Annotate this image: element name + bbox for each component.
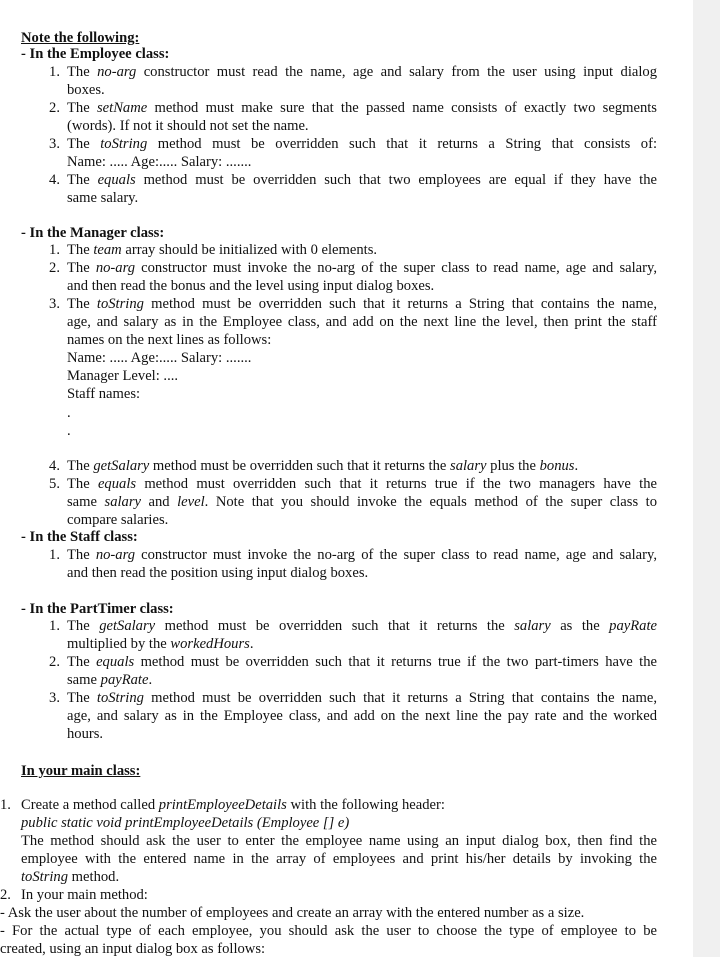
dot: . — [67, 405, 71, 421]
main-heading: In your main class: — [21, 763, 141, 779]
list-item-line: hours. — [67, 726, 104, 742]
list-number: 1. — [49, 242, 60, 258]
list-item-line: same salary. — [67, 190, 139, 206]
list-item-line: Staff names: — [67, 386, 141, 402]
list-item: The setName method must make sure that the passed name consists of exactly two segments — [67, 100, 657, 116]
list-item: The no-arg constructor must read the name, age and salary from the user using input dialog — [67, 64, 657, 80]
list-number: 2. — [0, 887, 11, 903]
list-number: 2. — [49, 260, 60, 276]
method-signature: public static void printEmployeeDetails (Employee [] e) — [21, 815, 350, 831]
list-number: 2. — [49, 100, 60, 116]
list-number: 3. — [49, 136, 60, 152]
list-item-line: age, and salary as in the Employee class, and add on the next line the pay rate and the worked — [67, 708, 657, 724]
list-item: The team array should be initialized with 0 elements. — [67, 242, 378, 258]
list-item-line: and then read the position using input dialog boxes. — [67, 565, 369, 581]
list-item-line: employee with the entered name in the array of employees and print his/her details by invoking the — [21, 851, 657, 867]
list-item: In your main method: — [21, 887, 148, 903]
list-item-line: toString method. — [21, 869, 120, 885]
list-item-line: age, and salary as in the Employee class, and add on the next line the level, then print the staff — [67, 314, 657, 330]
list-item: The getSalary method must be overridden such that it returns the salary plus the bonus. — [67, 458, 579, 474]
list-item-line: - For the actual type of each employee, you should ask the user to choose the type of employee to be — [0, 923, 657, 939]
list-item: The equals method must be overridden such that it returns true if the two part-timers have the — [67, 654, 657, 670]
list-item: The getSalary method must be overridden such that it returns the salary as the payRate — [67, 618, 657, 634]
list-item: The toString method must be overridden such that it returns a String that consists of: — [67, 136, 657, 152]
list-number: 1. — [49, 618, 60, 634]
list-number: 5. — [49, 476, 60, 492]
scrollbar[interactable] — [693, 0, 720, 957]
list-item-line: and then read the bonus and the level using input dialog boxes. — [67, 278, 435, 294]
list-item-line: compare salaries. — [67, 512, 169, 528]
list-number: 1. — [49, 547, 60, 563]
staff-heading: - In the Staff class: — [21, 529, 138, 545]
list-item-line: - Ask the user about the number of employees and create an array with the entered number as a size. — [0, 905, 585, 921]
parttimer-heading: - In the PartTimer class: — [21, 601, 174, 617]
list-item-line: Manager Level: .... — [67, 368, 179, 384]
list-item: Create a method called printEmployeeDetails with the following header: — [21, 797, 445, 813]
list-item: The no-arg constructor must invoke the no-arg of the super class to read name, age and salary, — [67, 547, 657, 563]
list-item-line: same payRate. — [67, 672, 153, 688]
list-number: 1. — [49, 64, 60, 80]
list-item: The no-arg constructor must invoke the no-arg of the super class to read name, age and salary, — [67, 260, 657, 276]
list-number: 3. — [49, 296, 60, 312]
page-title: Note the following: — [21, 30, 140, 46]
list-item-line: multiplied by the workedHours. — [67, 636, 254, 652]
list-number: 3. — [49, 690, 60, 706]
list-number: 1. — [0, 797, 11, 813]
list-item: The toString method must be overridden such that it returns a String that contains the name, — [67, 690, 657, 706]
list-item: The toString method must be overridden such that it returns a String that contains the name, — [67, 296, 657, 312]
list-number: 4. — [49, 172, 60, 188]
list-number: 2. — [49, 654, 60, 670]
employee-heading: - In the Employee class: — [21, 46, 170, 62]
list-item-line: created, using an input dialog box as follows: — [0, 941, 266, 957]
list-item-line: The method should ask the user to enter the employee name using an input dialog box, then find the — [21, 833, 657, 849]
manager-heading: - In the Manager class: — [21, 225, 165, 241]
dot: . — [67, 423, 71, 439]
list-number: 4. — [49, 458, 60, 474]
list-item-line: same salary and level. Note that you should invoke the equals method of the super class to — [67, 494, 658, 510]
list-item-line: names on the next lines as follows: — [67, 332, 272, 348]
list-item: The equals method must be overridden such that two employees are equal if they have the — [67, 172, 657, 188]
list-item: The equals method must overridden such that it returns true if the two managers have the — [67, 476, 657, 492]
list-item-line: Name: ..... Age:..... Salary: ....... — [67, 350, 252, 366]
list-item-line: (words). If not it should not set the name. — [67, 118, 309, 134]
list-item-line: Name: ..... Age:..... Salary: ....... — [67, 154, 252, 170]
list-item-line: boxes. — [67, 82, 105, 98]
